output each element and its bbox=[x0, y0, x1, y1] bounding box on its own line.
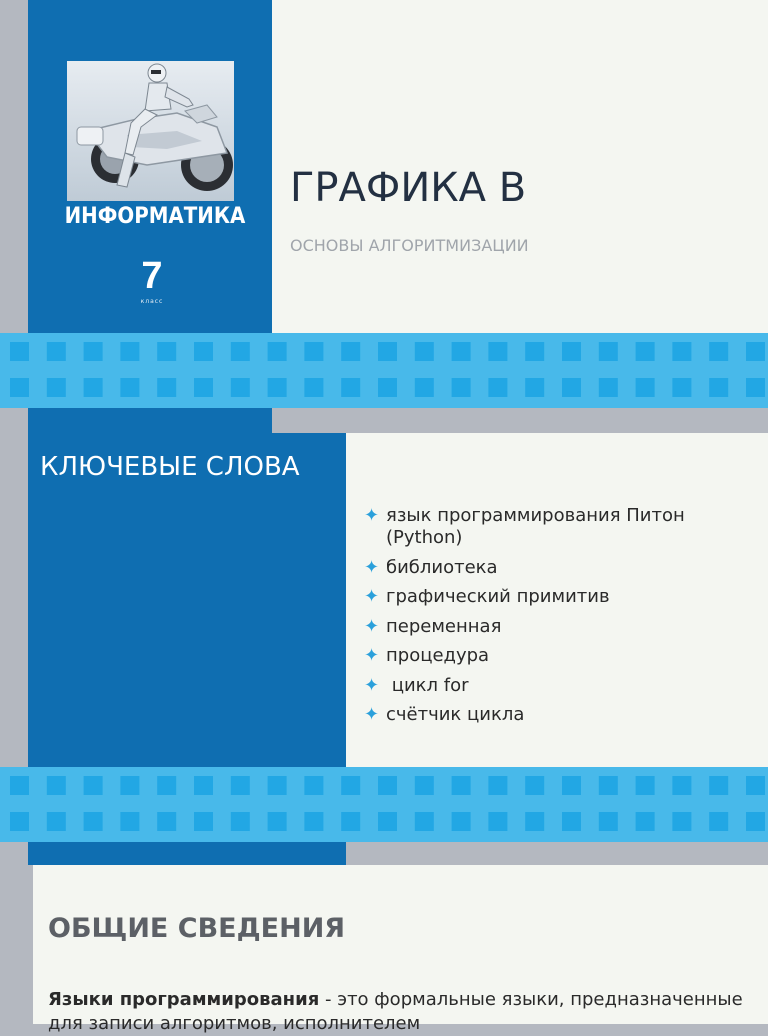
list-item: ✦ библиотека bbox=[364, 556, 498, 578]
film-hole bbox=[341, 776, 360, 795]
star4-icon: ✦ bbox=[364, 586, 380, 607]
film-hole bbox=[746, 342, 765, 361]
film-hole bbox=[304, 776, 323, 795]
film-strip-holes bbox=[0, 333, 768, 408]
film-hole bbox=[672, 378, 691, 397]
film-hole bbox=[84, 776, 103, 795]
film-hole bbox=[562, 776, 581, 795]
list-item: ✦ цикл for bbox=[364, 674, 469, 696]
film-hole bbox=[452, 378, 471, 397]
film-hole bbox=[304, 342, 323, 361]
film-hole bbox=[47, 776, 66, 795]
term-bold: Языки программирования bbox=[48, 989, 320, 1010]
film-hole bbox=[341, 378, 360, 397]
film-hole bbox=[231, 378, 250, 397]
film-hole bbox=[636, 776, 655, 795]
film-hole bbox=[268, 776, 287, 795]
film-hole bbox=[120, 812, 139, 831]
film-hole bbox=[47, 812, 66, 831]
film-hole bbox=[672, 776, 691, 795]
film-strip-bottom bbox=[0, 767, 768, 842]
film-hole bbox=[194, 378, 213, 397]
film-hole bbox=[562, 342, 581, 361]
film-hole bbox=[341, 342, 360, 361]
film-hole bbox=[10, 342, 29, 361]
film-hole bbox=[120, 378, 139, 397]
book-cover-illustration bbox=[67, 61, 234, 201]
film-hole bbox=[672, 342, 691, 361]
star4-icon: ✦ bbox=[364, 674, 380, 696]
film-hole bbox=[672, 812, 691, 831]
film-hole bbox=[415, 342, 434, 361]
film-hole bbox=[709, 378, 728, 397]
film-hole bbox=[636, 378, 655, 397]
slide1-title: ГРАФИКА В bbox=[290, 165, 527, 211]
film-hole bbox=[268, 342, 287, 361]
list-item: ✦ счётчик цикла bbox=[364, 704, 525, 725]
film-hole bbox=[746, 378, 765, 397]
slide2-title: КЛЮЧЕВЫЕ СЛОВА bbox=[40, 452, 300, 482]
film-hole bbox=[47, 342, 66, 361]
book-grade-label: класс bbox=[140, 298, 164, 305]
film-hole bbox=[84, 378, 103, 397]
film-hole bbox=[636, 812, 655, 831]
film-hole bbox=[194, 776, 213, 795]
film-hole bbox=[525, 776, 544, 795]
star4-icon: ✦ bbox=[364, 556, 380, 578]
film-hole bbox=[415, 812, 434, 831]
film-hole bbox=[709, 812, 728, 831]
film-hole bbox=[378, 342, 397, 361]
film-hole bbox=[304, 812, 323, 831]
film-hole bbox=[488, 812, 507, 831]
film-hole bbox=[525, 812, 544, 831]
keywords-list bbox=[364, 505, 764, 734]
film-hole bbox=[562, 812, 581, 831]
film-hole bbox=[562, 378, 581, 397]
film-hole bbox=[452, 776, 471, 795]
film-hole bbox=[746, 812, 765, 831]
film-strip-holes bbox=[0, 767, 768, 842]
film-hole bbox=[10, 776, 29, 795]
film-hole bbox=[599, 776, 618, 795]
film-hole bbox=[120, 342, 139, 361]
film-hole bbox=[84, 812, 103, 831]
film-hole bbox=[231, 776, 250, 795]
film-hole bbox=[341, 812, 360, 831]
film-hole bbox=[488, 378, 507, 397]
film-hole bbox=[157, 812, 176, 831]
film-hole bbox=[415, 378, 434, 397]
film-hole bbox=[231, 812, 250, 831]
book-title: ИНФОРМАТИКА bbox=[64, 204, 246, 229]
slide3-paragraph bbox=[48, 988, 758, 1036]
film-hole bbox=[709, 776, 728, 795]
film-hole bbox=[452, 812, 471, 831]
star4-icon: ✦ bbox=[364, 704, 380, 725]
film-hole bbox=[194, 342, 213, 361]
film-hole bbox=[157, 776, 176, 795]
film-hole bbox=[47, 378, 66, 397]
film-hole bbox=[304, 378, 323, 397]
film-hole bbox=[120, 776, 139, 795]
star4-icon: ✦ bbox=[364, 645, 380, 666]
film-hole bbox=[231, 342, 250, 361]
list-item: ✦ переменная bbox=[364, 615, 502, 637]
film-hole bbox=[268, 378, 287, 397]
film-hole bbox=[599, 378, 618, 397]
film-hole bbox=[525, 342, 544, 361]
film-hole bbox=[157, 378, 176, 397]
film-hole bbox=[525, 378, 544, 397]
list-item: ✦ графический примитив bbox=[364, 586, 610, 607]
film-hole bbox=[709, 342, 728, 361]
film-hole bbox=[378, 812, 397, 831]
slide3-title: ОБЩИЕ СВЕДЕНИЯ bbox=[48, 913, 346, 944]
film-hole bbox=[268, 812, 287, 831]
film-hole bbox=[84, 342, 103, 361]
film-hole bbox=[452, 342, 471, 361]
film-hole bbox=[599, 342, 618, 361]
film-hole bbox=[10, 812, 29, 831]
film-strip-top bbox=[0, 333, 768, 408]
list-item: ✦ язык программирования Питон (Python) bbox=[364, 505, 685, 548]
film-hole bbox=[488, 342, 507, 361]
film-hole bbox=[378, 776, 397, 795]
slide1-subtitle: ОСНОВЫ АЛГОРИТМИЗАЦИИ bbox=[290, 236, 529, 255]
film-hole bbox=[746, 776, 765, 795]
definition-text: - это формальные языки, предназначенные для записи алгоритмов, исполнителем bbox=[48, 989, 743, 1034]
list-item: ✦ процедура bbox=[364, 645, 490, 666]
film-hole bbox=[194, 812, 213, 831]
star4-icon: ✦ bbox=[364, 505, 380, 526]
film-hole bbox=[488, 776, 507, 795]
book-grade: 7 bbox=[141, 255, 163, 297]
film-hole bbox=[636, 342, 655, 361]
film-hole bbox=[10, 378, 29, 397]
film-hole bbox=[378, 378, 397, 397]
film-hole bbox=[415, 776, 434, 795]
film-hole bbox=[599, 812, 618, 831]
star4-icon: ✦ bbox=[364, 615, 380, 637]
film-hole bbox=[157, 342, 176, 361]
